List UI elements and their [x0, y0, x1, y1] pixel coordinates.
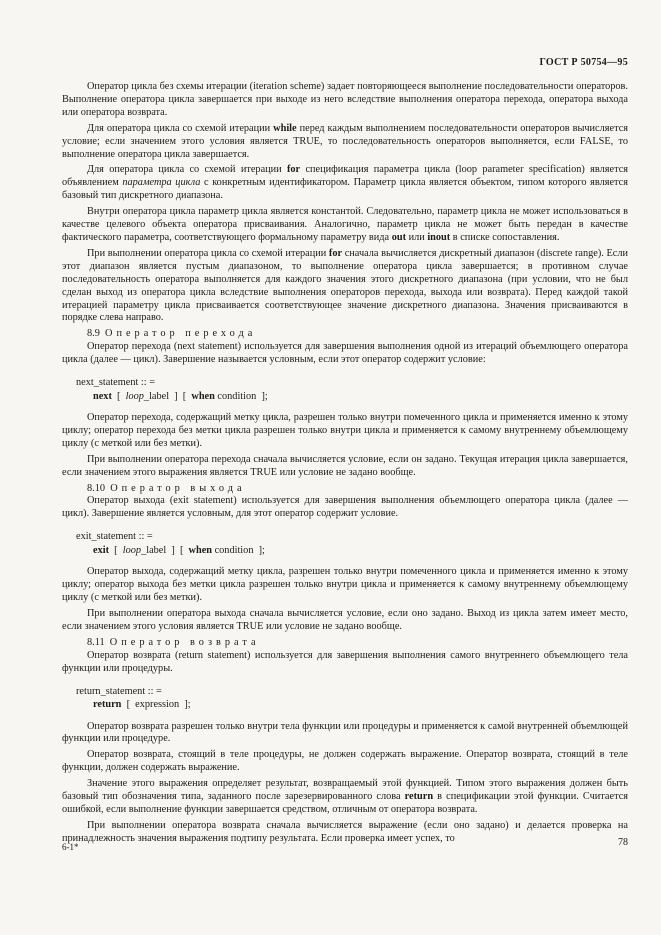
keyword-while: while	[273, 122, 297, 134]
paragraph-2	[62, 123, 628, 162]
paragraph-11: При выполнении оператора выхода сначала вычисляется условие, если оно задано. Выход из цикла затем имеет место, если значением этого условия является TRUE или условие не задано вообще.	[62, 608, 628, 632]
text: condition ];	[212, 544, 265, 556]
section-number: 8.10	[87, 482, 106, 494]
syntax-rule-name: return_statement :: =	[76, 685, 162, 697]
section-title: Оператор перехода	[105, 328, 257, 340]
paragraph-12: Оператор возврата (return statement) используется для завершения выполнения самого внутреннего объемлющего тела функции или процедуры.	[62, 649, 628, 674]
paragraph-4	[62, 206, 628, 245]
text: Для оператора цикла со схемой итерации	[87, 122, 274, 134]
paragraph-9: Оператор выхода (exit statement) используется для завершения выполнения объемлющего оператора цикла (далее — цикл). Завершение является условным, для этот оператор содержит условие.	[62, 495, 628, 520]
syntax-rule-body	[76, 544, 628, 558]
paragraph-7: Оператор перехода, содержащий метку цикла, разрешен только внутри помеченного цикла и применяется именно к этому циклу; оператор перехода без метки цикла разрешен только внутри цикла и применяется к самому внутреннему объемлющему циклу (с меткой или без метки).	[62, 412, 628, 449]
syntax-rule-name: exit_statement :: =	[76, 531, 153, 543]
paragraph-13: Оператор возврата разрешен только внутри тела функции или процедуры и применяется к самой внутренней объемлющей функции или процедуре.	[62, 720, 628, 745]
text: Значение этого выражения определяет результат, возвращаемый этой функцией. Типом этого выражения должен быть базовый тип обозначения типа, заданного после зарезервированного слова	[62, 778, 628, 803]
paragraph-5	[62, 248, 628, 325]
syntax-rule-body	[76, 390, 628, 404]
text: [	[111, 390, 126, 402]
paragraph-3	[62, 164, 628, 203]
keyword-return: return	[93, 699, 122, 711]
keyword-for: for	[328, 247, 343, 259]
keyword-return: return	[404, 791, 434, 803]
paragraph-14: Оператор возврата, стоящий в теле процедуры, не должен содержать выражение. Оператор возврата, стоящий в теле функции, должен содержать выражение.	[62, 749, 628, 774]
text: Внутри оператора цикла параметр цикла является константой. Следовательно, параметр цикла не может использоваться в качестве целевого объекта оператора присваивания. Аналогично, параметр цикла не может быть передан в качестве фактического параметра, соответствующего формальному параметру вида	[62, 206, 628, 243]
keyword-inout: inout	[427, 231, 451, 243]
keyword-next: next	[93, 390, 112, 402]
section-heading-8-10	[62, 483, 628, 496]
page-content	[62, 81, 628, 849]
section-title: Оператор выхода	[110, 482, 246, 494]
section-heading-8-11	[62, 637, 628, 650]
paragraph-15	[62, 778, 628, 817]
text: в спецификации этой функции. Считается ошибкой, если выполнение функции завершается средством, отличным от оператора возврата.	[62, 791, 629, 815]
syntax-block-next	[76, 376, 628, 403]
italic-prefix: loop	[122, 544, 142, 556]
italic-prefix: loop	[125, 390, 144, 402]
keyword-when: when	[191, 390, 215, 402]
standard-header: ГОСТ Р 50754—95	[539, 57, 628, 68]
section-title: Оператор возврата	[109, 636, 260, 648]
paragraph-1: Оператор цикла без схемы итерации (iteration scheme) задает повторяющееся выполнение последовательности операторов. Выполнение оператора цикла завершается при выходе из него вследствие выполнения оператора перехода, оператора выхода или оператора возврата.	[62, 81, 628, 118]
keyword-out: out	[391, 231, 406, 243]
text: перед каждым выполнением последовательности операторов вычисляется условие; если значением этого условия является TRUE, то последовательность операторов выполняется, если FALSE, то выполнение оператора цикла завершается.	[62, 122, 628, 160]
page-number: 78	[618, 837, 628, 848]
text: Для оператора цикла со схемой итерации	[87, 164, 287, 176]
text: condition ];	[214, 390, 268, 402]
text: спецификация параметра цикла (loop parameter specification) является объявлением	[62, 164, 629, 189]
text: в списке сопоставления.	[450, 231, 560, 243]
text: сначала вычисляется дискретный диапазон (discrete range). Если этот диапазон является пустым диапазоном, то выполнение оператора цикла завершается; в противном случае последовательность оператора выполняется для каждого значения этого дискретного диапазона (при условии, что не был сделан выход из оператора цикла вследствие выполнения операторов перехода, выхода или возврата). Перед каждой такой итерацией параметру цикла присваивается соответствующее значение дискретного диапазона. Значения присваиваются в порядке слева направо.	[62, 247, 628, 324]
paragraph-10: Оператор выхода, содержащий метку цикла, разрешен только внутри помеченного цикла и применяется именно к этому циклу; оператор выхода без метки цикла разрешен только внутри цикла и применяется к самому внутреннему объемлющему циклу (с меткой или без метки).	[62, 566, 628, 604]
syntax-block-return	[76, 685, 628, 712]
text: с конкретным идентификатором. Параметр цикла является объектом, типом которого является базовый тип дискретного диапазона.	[62, 177, 628, 202]
italic-term: параметра цикла	[122, 177, 201, 189]
keyword-exit: exit	[93, 544, 110, 556]
text: При выполнении оператора цикла со схемой итерации	[87, 247, 329, 259]
paragraph-8: При выполнении оператора перехода сначала вычисляется условие, если он задано. Текущая итерация цикла завершается, если значением этого выражения является TRUE или условие не задано вообще.	[62, 453, 628, 478]
paragraph-6: Оператор перехода (next statement) используется для завершения выполнения одной из итераций объемлющего оператора цикла (далее — цикл). Завершение называется условным, если этот оператор содержит условие:	[62, 341, 628, 366]
keyword-for: for	[286, 164, 301, 176]
text: _label ] [	[141, 544, 189, 556]
syntax-block-exit	[76, 530, 628, 557]
text: или	[406, 231, 428, 243]
syntax-rule-body	[76, 698, 628, 712]
section-heading-8-9	[62, 328, 628, 341]
sheet-signature: 6-1*	[62, 842, 79, 852]
section-number: 8.9	[87, 328, 100, 340]
paragraph-16: При выполнении оператора возврата сначала вычисляется выражение (если оно задано) и делается проверка на принадлежность значения выражения подтипу результата. Если проверка имеет успех, то	[62, 819, 628, 844]
text: _label ] [	[143, 390, 192, 402]
section-number: 8.11	[87, 636, 105, 648]
text: [	[109, 544, 123, 556]
syntax-rule-name: next_statement :: =	[76, 377, 156, 389]
text: [ expression ];	[121, 699, 191, 711]
keyword-when: when	[188, 544, 212, 556]
